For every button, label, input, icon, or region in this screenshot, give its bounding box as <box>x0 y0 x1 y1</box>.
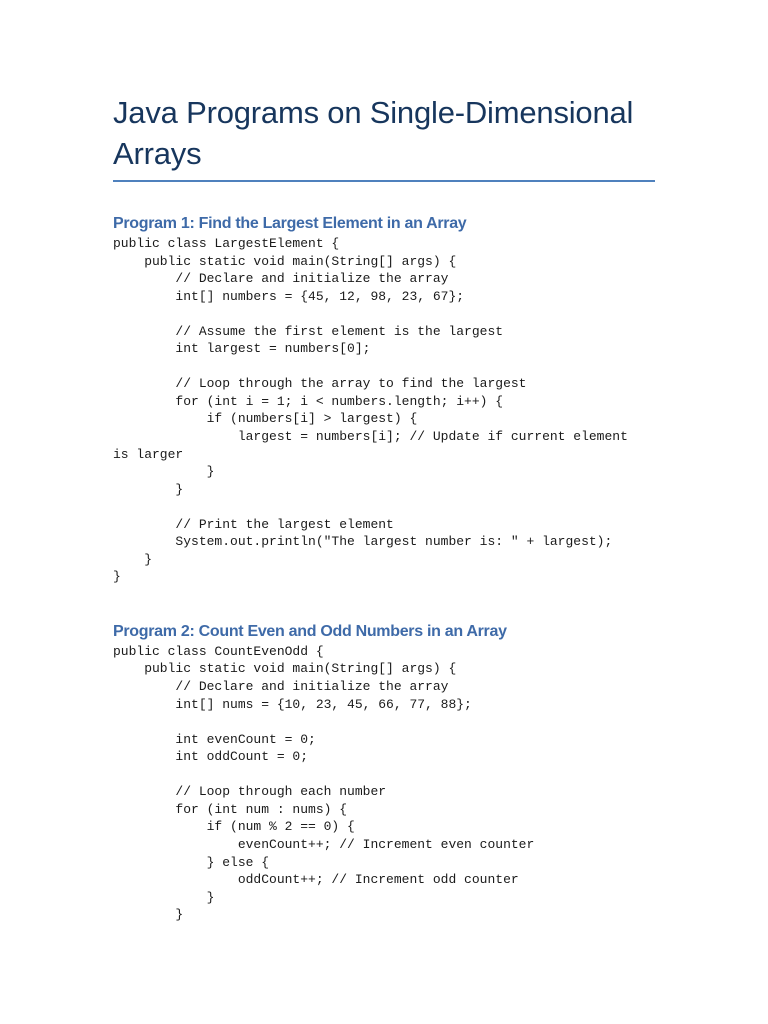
program-2-heading: Program 2: Count Even and Odd Numbers in an Array <box>113 622 507 640</box>
document-page <box>113 92 655 924</box>
program-1-code-block: public class LargestElement { public static void main(String[] args) { // Declare and initialize the array int[] numbers = {45, 12, 98, 23, 67}; // Assume the first element is the largest int largest = numbers[0]; // Loop through the array to find the largest for (int i = 1; i < numbers.length; i++) { if (numbers[i] > largest) { largest = numbers[i]; // Update if current element is larger } } // Print the largest element System.out.println("The largest number is: " + largest); } } <box>113 236 628 585</box>
program-1-heading: Program 1: Find the Largest Element in an Array <box>113 215 467 232</box>
title-underline <box>113 180 655 182</box>
program-2-code-block: public class CountEvenOdd { public static void main(String[] args) { // Declare and initialize the array int[] nums = {10, 23, 45, 66, 77, 88}; int evenCount = 0; int oddCount = 0; // Loop through each number for (int num : nums) { if (num % 2 == 0) { evenCount++; // Increment even counter } else { oddCount++; // Increment odd counter } } <box>113 643 535 923</box>
document-title: Java Programs on Single-Dimensional Arrays <box>113 95 634 171</box>
